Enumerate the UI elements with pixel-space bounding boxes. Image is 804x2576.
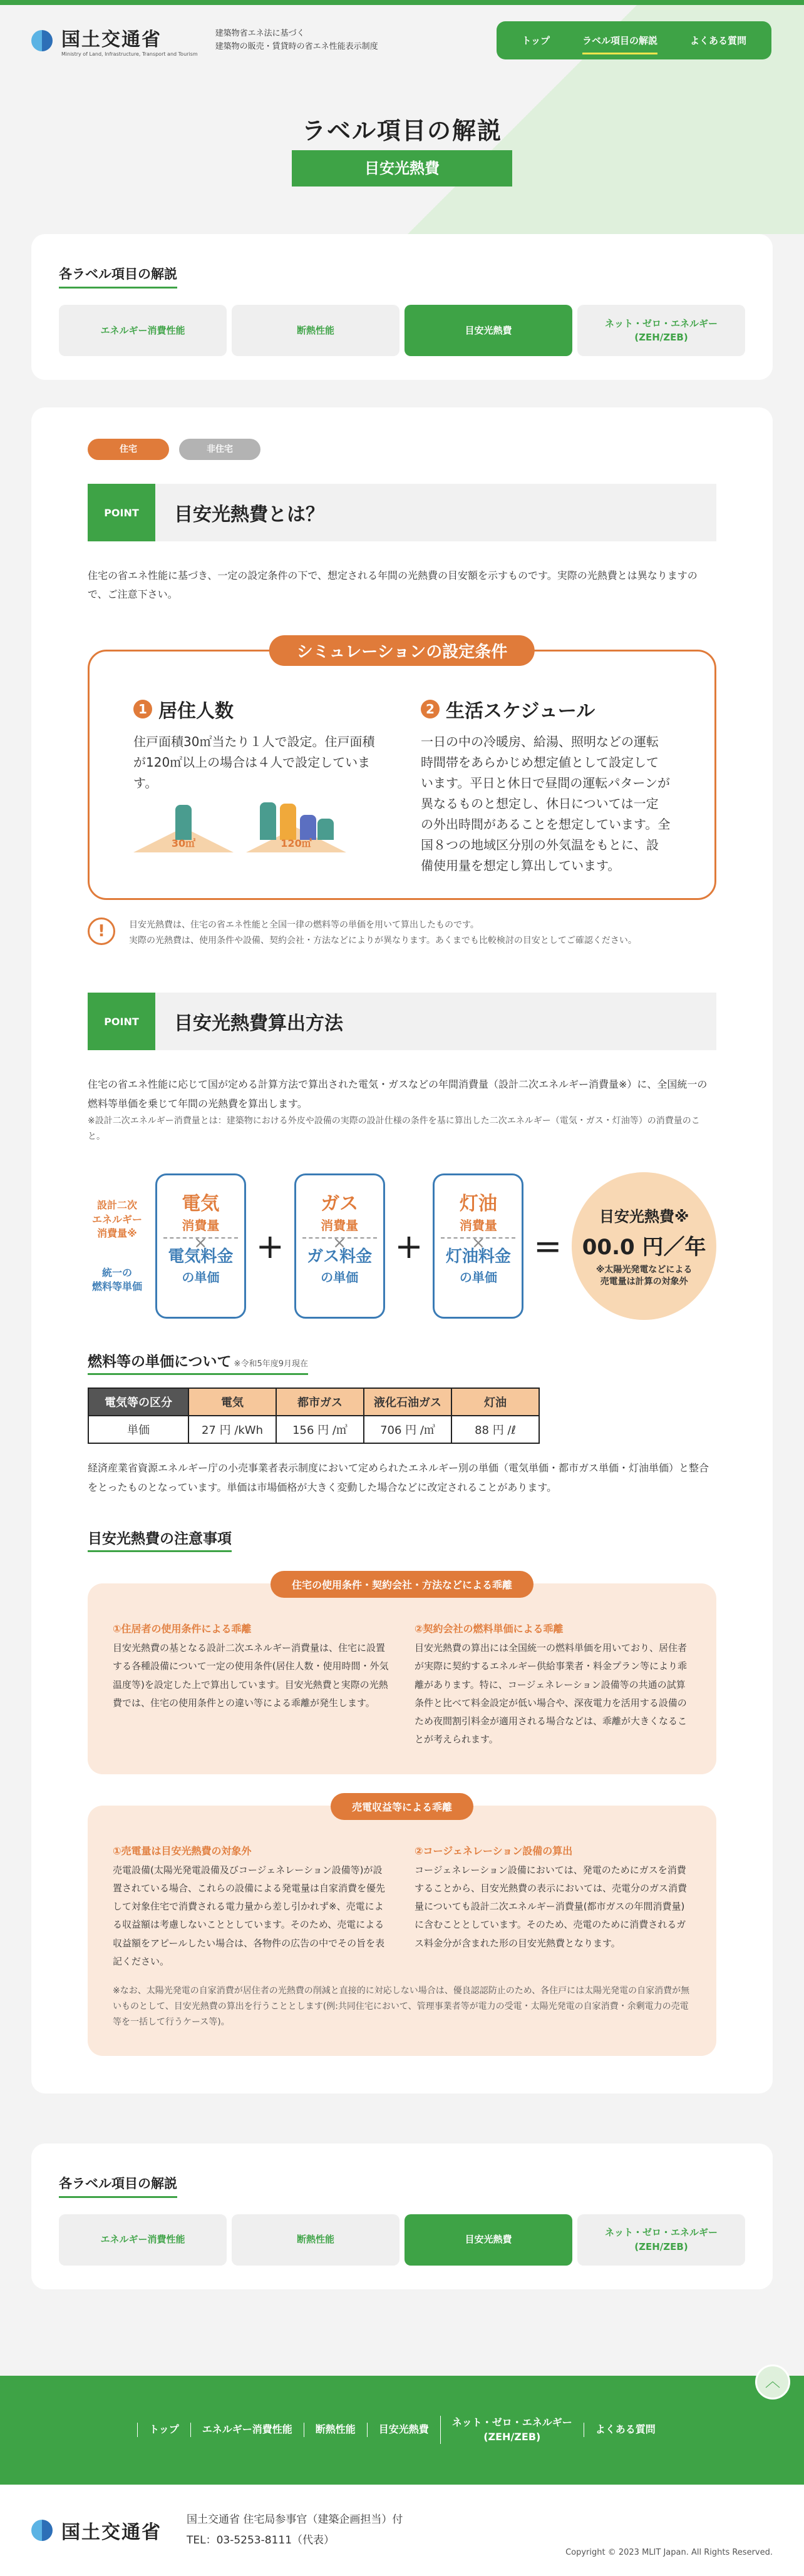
equals-icon: = [533, 1226, 562, 1266]
footer-link-insulation[interactable]: 断熱性能 [304, 2423, 367, 2436]
footer-link-utility-cost[interactable]: 目安光熱費 [367, 2423, 440, 2436]
chip-residential[interactable]: 住宅 [88, 439, 169, 460]
section-title-1: 目安光熱費とは？ [174, 504, 324, 526]
notice-item-title: ②契約会社の燃料単価による乖離 [415, 1623, 564, 1635]
box-title: ガス [321, 1193, 359, 1215]
label-tabs-bottom [31, 2144, 773, 2289]
box-price: 電気料金 [168, 1247, 234, 1267]
tab-zeh[interactable]: ネット・ゼロ・エネルギー (ZEH/ZEB) [577, 305, 745, 356]
caution-line-2: 実際の光熱費は、使用条件や設備、契約会社・方法などによりが異なります。あくまでも比較検討の目安としてご確認ください。 [129, 935, 637, 946]
exclamation-icon: ! [88, 917, 115, 945]
area-120-label: 120㎡ [281, 837, 312, 849]
tabs-list [59, 305, 745, 356]
notice-item-text: 売電設備(太陽光発電設備及びコージェネレーション設備等)が設置されている場合、これらの設備による発電量は自家消費を優先して対象住宅で消費される電力量から差し引かれず※、売電による収益額は考慮しないこととしています。そのため、売電による収益額をアピールしたい場合は、各物件の広告の中でその旨を表記ください。 [113, 1864, 386, 1967]
point-label: POINT [88, 484, 155, 541]
table-cell: 156 円 /㎥ [276, 1416, 364, 1443]
site-subtitle-line2: 建築物の販売・賃貸時の省エネ性能表示制度 [215, 41, 378, 51]
global-nav [497, 21, 771, 59]
point-heading-1 [88, 484, 716, 541]
number-2-icon: 2 [421, 700, 440, 718]
copyright: Copyright © 2023 MLIT Japan. All Rights Reserved. [565, 2547, 773, 2557]
mlit-logo-icon [31, 2520, 53, 2541]
section-text-1: 住宅の省エネ性能に基づき、一定の設定条件の下で、想定される年間の光熱費の目安額を示すものです。実際の光熱費とは異なりますので、ご注意下さい。 [88, 570, 698, 601]
simulation-title: シミュレーションの設定条件 [269, 635, 535, 666]
main-content [31, 407, 773, 2093]
times-icon: × [471, 1234, 485, 1253]
times-icon: × [332, 1234, 346, 1253]
condition-residents [133, 695, 383, 876]
nav-faq[interactable]: よくある質問 [689, 35, 746, 46]
area-120-illustration [246, 809, 346, 852]
site-subtitle-line1: 建築物省エネ法に基づく [215, 28, 305, 38]
footer-logo[interactable] [31, 2517, 162, 2544]
tab-energy[interactable]: エネルギー消費性能 [59, 305, 227, 356]
box-title: 灯油 [459, 1193, 497, 1215]
caution-note [88, 917, 716, 949]
box-title: 電気 [182, 1193, 220, 1215]
formula-box-electricity [155, 1173, 246, 1319]
formula-box-kerosene [433, 1173, 523, 1319]
notice-item-title: ①売電量は目安光熱費の対象外 [113, 1844, 252, 1857]
label-tabs-top [31, 234, 773, 380]
condition-1-text: 住戸面積30㎡当たり１人で設定。住戸面積が120㎡以上の場合は４人で設定しています。 [133, 733, 375, 790]
number-1-icon: 1 [133, 700, 152, 718]
tabs-title: 各ラベル項目の解説 [59, 2174, 177, 2198]
label-unit-price: 統一の 燃料等単価 [91, 1266, 142, 1292]
footer-org-name: 国土交通省 [61, 2521, 162, 2543]
table-header: 都市ガス [276, 1388, 364, 1416]
section-text-2: 住宅の省エネ性能に応じて国が定める計算方法で算出された電気・ガスなどの年間消費量（設計二次エネルギー消費量※）に、全国統一の燃料等単価を乗じて年間の光熱費を算出します。 [88, 1078, 708, 1110]
site-subtitle [215, 28, 378, 54]
result-note: ※太陽光発電などによる 売電量は計算の対象外 [595, 1264, 693, 1287]
footer-link-zeh[interactable]: ネット・ゼロ・エネルギー (ZEH/ZEB) [440, 2416, 584, 2444]
page-badge: 目安光熱費 [292, 150, 512, 187]
tab-insulation[interactable]: 断熱性能 [232, 2214, 399, 2266]
table-cell: 706 円 /㎥ [364, 1416, 451, 1443]
page-title: ラベル項目の解説 [301, 117, 502, 145]
unit-price-text: 経済産業省資源エネルギー庁の小売事業者表示制度において定められたエネルギー別の単価（電気単価・都市ガス単価・灯油単価）と整合をとったものとなっています。単価は市場価格が大きく変動した場合などに改定されることがあります。 [88, 1462, 709, 1493]
box-consumption: 消費量 [441, 1215, 515, 1239]
notice-box-title: 住宅の使用条件・契約会社・方法などによる乖離 [271, 1571, 533, 1598]
notice-box-title: 売電収益等による乖離 [331, 1793, 473, 1820]
notice-item-text: コージェネレーション設備においては、発電のためにガスを消費することから、目安光熱費の表示においては、売電分のガス消費量についても設計二次エネルギー消費量(都市ガスの年間消費量)に含むこととしています。そのため、売電のために消費されるガス料金分が含まれた形の目安光熱費となります。 [415, 1864, 688, 1949]
condition-2-text: 一日の中の冷暖房、給湯、照明などの運転時間帯をあらかじめ想定値として設定しています。平日と休日で昼間の運転パターンが異なるものと想定し、休日については一定の外出時間があることを想定しています。全国８つの地域区分別の外気温をもとに、設備使用量を想定し算出しています。 [421, 733, 671, 873]
label-consumption: 設計二次 エネルギー 消費量※ [91, 1199, 142, 1240]
point-label: POINT [88, 993, 155, 1050]
box-unit: の単価 [182, 1269, 220, 1285]
section-note-2: ※設計二次エネルギー消費量とは：建築物における外皮や設備の実際の設計仕様の条件を基に算出した二次エネルギー（電気・ガス・灯油等）の消費量のこと。 [88, 1115, 700, 1142]
footer-link-top[interactable]: トップ [137, 2423, 190, 2436]
table-header: 灯油 [451, 1388, 539, 1416]
notice-item-text: 目安光熱費の基となる設計二次エネルギー消費量は、住宅に設置する各種設備について一定の使用条件(居住人数・使用時間・外気温度等)を設定した上で算出しています。目安光熱費と実際の光熱費では、住宅の使用条件との違い等による乖離が発生します。 [113, 1642, 389, 1709]
org-name-en: Ministry of Land, Infrastructure, Transport and Tourism [61, 51, 198, 57]
footer-link-energy[interactable]: エネルギー消費性能 [190, 2423, 304, 2436]
area-30-illustration [133, 809, 234, 852]
box-unit: の単価 [459, 1269, 497, 1285]
notice-item-title: ②コージェネレーション設備の算出 [415, 1844, 573, 1857]
notice-item-title: ①住居者の使用条件による乖離 [113, 1623, 252, 1635]
plus-icon: + [255, 1226, 284, 1266]
person-icon [260, 802, 276, 840]
notice-item-text: 目安光熱費の算出には全国統一の燃料単価を用いており、居住者が実際に契約するエネルギー供給事業者・料金プラン等により乖離があります。特に、コージェネレーション設備等の共通の試算条件と比べて料金設定が低い場合や、深夜電力を活用する設備のため夜間割引料金が適用される場合などは、乖離が大きくなることが考えられます。 [415, 1642, 688, 1745]
site-logo[interactable] [31, 24, 378, 57]
formula-box-gas [294, 1173, 385, 1319]
chip-non-residential[interactable]: 非住宅 [179, 439, 260, 460]
times-icon: × [193, 1234, 208, 1253]
point-heading-2 [88, 993, 716, 1050]
simulation-conditions [88, 642, 716, 900]
notice-heading: 目安光熱費の注意事項 [88, 1527, 232, 1552]
footer-phone: TEL：03-5253-8111（代表） [187, 2533, 335, 2547]
top-accent-bar [0, 0, 804, 5]
unit-price-title: 燃料等の単価について [88, 1354, 232, 1371]
box-unit: の単価 [321, 1269, 359, 1285]
area-30-label: 30㎡ [171, 837, 196, 849]
box-price: ガス料金 [307, 1247, 373, 1267]
person-icon [175, 805, 192, 840]
result-title: 目安光熱費※ [599, 1207, 689, 1225]
table-cell: 27 円 /kWh [188, 1416, 276, 1443]
footer-address: 国土交通省 住宅局参事官（建築企画担当）付 [187, 2513, 403, 2527]
calculation-formula [88, 1172, 716, 1320]
footer-link-faq[interactable]: よくある質問 [584, 2423, 667, 2436]
section-title-2: 目安光熱費算出方法 [174, 1013, 343, 1035]
box-consumption: 消費量 [163, 1215, 238, 1239]
table-header: 電気 [188, 1388, 276, 1416]
footer-nav [0, 2372, 804, 2485]
table-header: 電気等の区分 [88, 1388, 188, 1416]
back-to-top-button[interactable]: ︿ [755, 2364, 790, 2400]
mlit-logo-icon [31, 30, 53, 51]
tab-energy[interactable]: エネルギー消費性能 [59, 2214, 227, 2266]
condition-schedule [421, 695, 671, 876]
tab-utility-cost[interactable]: 目安光熱費 [405, 2214, 572, 2266]
plus-icon: + [394, 1226, 423, 1266]
tab-zeh[interactable]: ネット・ゼロ・エネルギー (ZEH/ZEB) [577, 2214, 745, 2266]
nav-top[interactable]: トップ [522, 35, 550, 46]
result-circle [572, 1172, 716, 1320]
person-icon [280, 804, 296, 840]
tabs-title: 各ラベル項目の解説 [59, 264, 177, 289]
notice-box-usage [88, 1579, 716, 1774]
notice-footnote: ※なお、太陽光発電の自家消費が居住者の光熱費の削減と直接的に対応しない場合は、優良認認防止のため、各住戸には太陽光発電の自家消費が無いものとして、目安光熱費の算出を行うこととします(例:共同住宅において、管理事業者等が電力の受電・太陽光発電の自家消費・余剰電力の売電等を一括して行うケース等)。 [113, 1986, 690, 2028]
condition-1-title: 居住人数 [158, 700, 234, 722]
table-row [88, 1416, 539, 1443]
tabs-list [59, 2214, 745, 2266]
table-cell: 88 円 /ℓ [451, 1416, 539, 1443]
box-consumption: 消費量 [302, 1215, 377, 1239]
tab-utility-cost[interactable]: 目安光熱費 [405, 305, 572, 356]
result-value: 00.0 円／年 [582, 1234, 706, 1260]
condition-2-title: 生活スケジュール [446, 700, 595, 722]
org-name: 国土交通省 [61, 29, 162, 51]
notice-box-sales [88, 1801, 716, 2056]
tab-insulation[interactable]: 断熱性能 [232, 305, 399, 356]
unit-price-heading [88, 1350, 308, 1375]
page-header [0, 5, 804, 234]
nav-label-guide[interactable]: ラベル項目の解説 [566, 30, 674, 51]
unit-price-table [88, 1388, 540, 1444]
table-cell: 単価 [88, 1416, 188, 1443]
box-price: 灯油料金 [445, 1247, 511, 1267]
caution-line-1: 目安光熱費は、住宅の省エネ性能と全国一律の燃料等の単価を用いて算出したものです。 [129, 919, 479, 930]
site-footer [0, 2485, 804, 2576]
building-type-chips [88, 439, 716, 460]
formula-labels [88, 1199, 147, 1294]
table-header: 液化石油ガス [364, 1388, 451, 1416]
unit-price-date: ※令和5年度9月現在 [234, 1359, 308, 1369]
people-illustration [133, 809, 383, 852]
